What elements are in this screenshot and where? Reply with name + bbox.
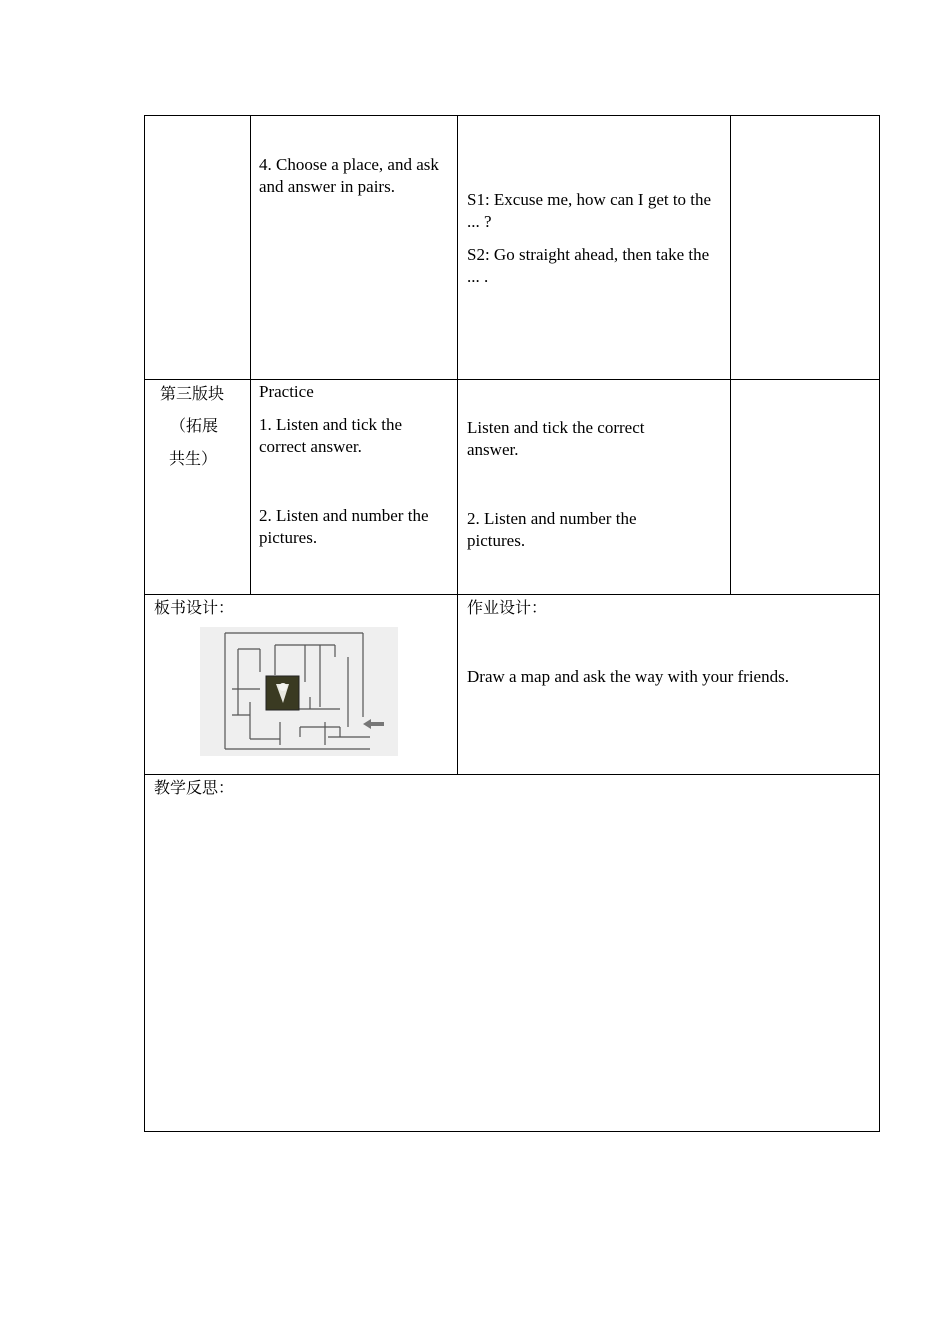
homework-design-label: 作业设计： (467, 598, 548, 617)
practice-activity-2: 2. Listen and number the pictures. (259, 506, 429, 547)
row2-student-cell (457, 379, 731, 595)
row2-notes-cell (730, 379, 880, 595)
practice-title: Practice (259, 382, 314, 401)
section-name-line2: （拓展 (170, 416, 219, 435)
practice-activity-1: 1. Listen and tick the correct answer. (259, 415, 403, 456)
teaching-reflection-cell (144, 774, 880, 1132)
row1-activity-cell (250, 115, 458, 380)
row2-activity-cell (250, 379, 458, 595)
student-activity-2: 2. Listen and number the pictures. (467, 509, 637, 550)
section-name-line1: 第三版块 (160, 384, 225, 403)
homework-text: Draw a map and ask the way with your friends. (467, 667, 789, 686)
teaching-reflection-label: 教学反思： (154, 778, 235, 797)
row1-notes-cell (730, 115, 880, 380)
row1-dialogue-s2: S2: Go straight ahead, then take the ... . (467, 245, 710, 286)
maze-map-image (200, 627, 398, 756)
row1-section-cell (144, 115, 251, 380)
board-design-label: 板书设计： (154, 598, 235, 617)
row1-dialogue-s1: S1: Excuse me, how can I get to the ... ? (467, 190, 712, 231)
student-activity-1: Listen and tick the correct answer. (467, 418, 645, 459)
homework-design-cell (457, 594, 880, 775)
row1-student-cell (457, 115, 731, 380)
maze-icon (200, 627, 398, 756)
row2-section-cell (144, 379, 251, 595)
row1-activity-text: 4. Choose a place, and ask and answer in pairs. (259, 155, 439, 196)
section-name-line3: 共生） (169, 449, 218, 468)
